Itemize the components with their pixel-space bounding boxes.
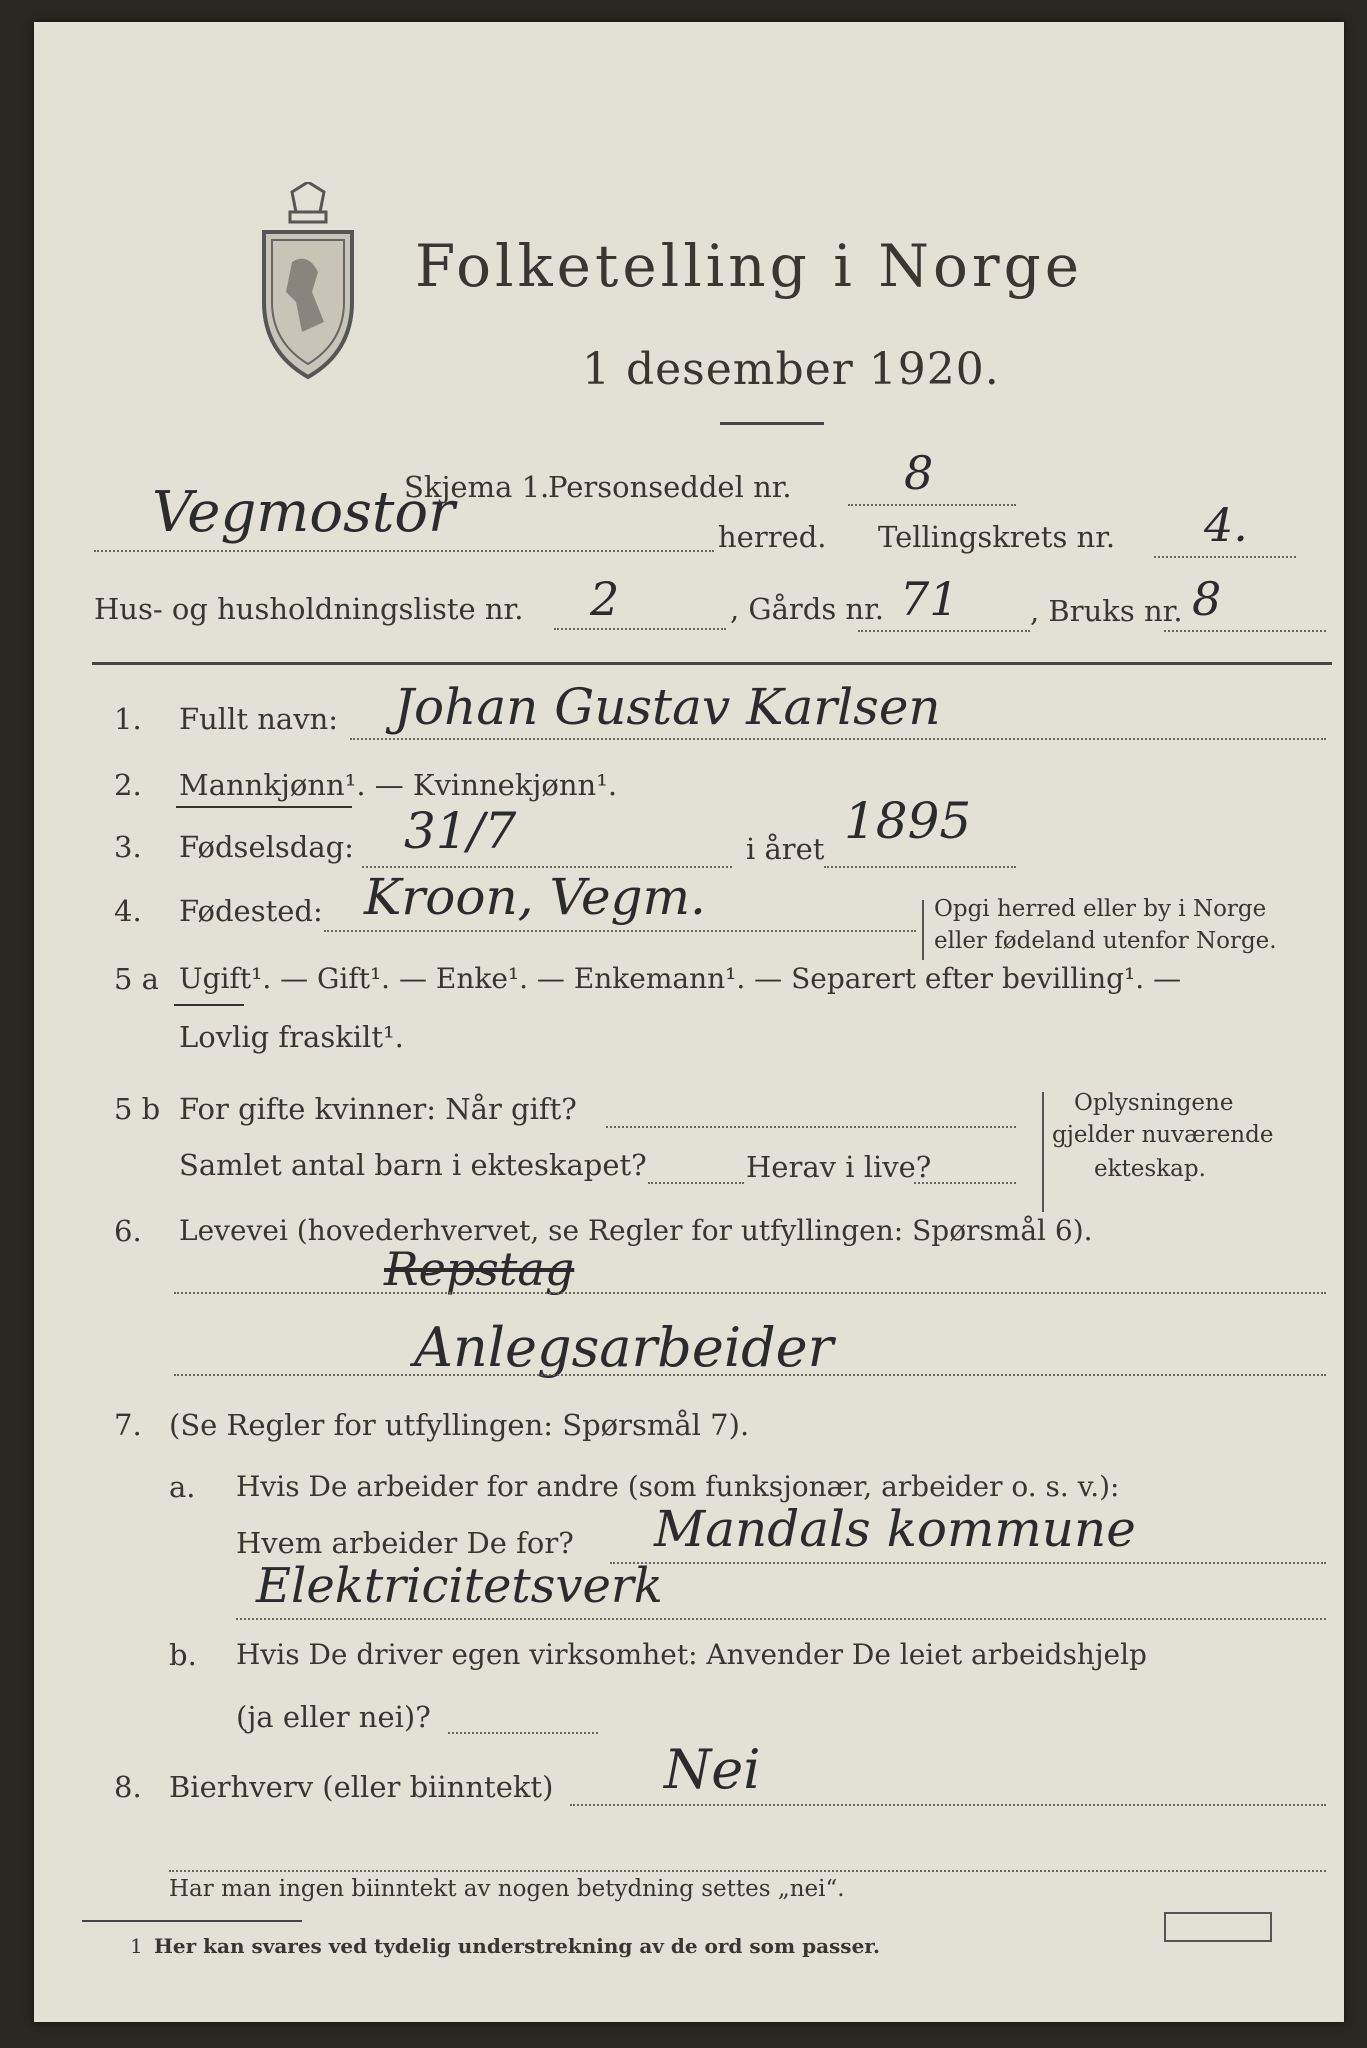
q7a-number: a. — [169, 1470, 196, 1504]
q4-note-2: eller fødeland utenfor Norge. — [934, 928, 1277, 954]
q5b-note-2: gjelder nuværende — [1052, 1122, 1274, 1148]
q7a-label-2: Hvem arbeider De for? — [236, 1526, 574, 1560]
q1-label: Fullt navn: — [179, 702, 339, 736]
q7a-label: Hvis De arbeider for andre (som funksjonær, arbeider o. s. v.): — [236, 1470, 1120, 1503]
q4-value: Kroon, Vegm. — [364, 868, 706, 926]
form-date: 1 desember 1920. — [582, 344, 1000, 395]
q3-number: 3. — [114, 830, 142, 864]
bruks-label: , Bruks nr. — [1030, 594, 1183, 628]
skjema-label: Skjema 1. — [404, 470, 550, 504]
q6-number: 6. — [114, 1214, 142, 1248]
q5b-label-2: Samlet antal barn i ekteskapet? — [179, 1148, 647, 1182]
divider — [720, 422, 824, 425]
tellingskrets-label: Tellingskrets nr. — [878, 520, 1116, 554]
q5b-number: 5 b — [114, 1092, 161, 1126]
q2-number: 2. — [114, 768, 142, 802]
bruks-value: 8 — [1192, 572, 1222, 626]
tellingskrets-value: 4. — [1204, 498, 1248, 552]
gards-value: 71 — [900, 572, 959, 626]
q5a-number: 5 a — [114, 962, 159, 996]
personseddel-label: Personseddel nr. — [548, 470, 792, 504]
q8-value: Nei — [664, 1738, 761, 1801]
q5a-label: Ugift¹. — Gift¹. — Enke¹. — Enkemann¹. — Separert efter bevilling¹. — — [179, 962, 1182, 995]
norwegian-coat-of-arms-icon — [252, 182, 364, 382]
footnote-text: Her kan svares ved tydelig understrekning av de ord som passer. — [154, 1934, 880, 1958]
q5b-note-1: Oplysningene — [1074, 1090, 1234, 1116]
footnote-divider — [82, 1920, 302, 1922]
footer-note: Har man ingen biinntekt av nogen betydning settes „nei“. — [169, 1876, 845, 1902]
q7-label: (Se Regler for utfyllingen: Spørsmål 7). — [169, 1408, 750, 1442]
gards-label: , Gårds nr. — [730, 592, 884, 626]
q4-number: 4. — [114, 894, 142, 928]
q3-year-value: 1895 — [844, 792, 972, 850]
herred-value: Vegmostor — [152, 480, 455, 545]
q8-label: Bierhverv (eller biinntekt) — [169, 1770, 554, 1804]
personseddel-value: 8 — [904, 446, 934, 500]
q7b-label: Hvis De driver egen virksomhet: Anvender De leiet arbeidshjelp — [236, 1638, 1147, 1671]
q3-year-label: i året — [746, 832, 825, 866]
ugift-underline — [174, 1004, 244, 1006]
q6-value: Anlegsarbeider — [414, 1316, 834, 1379]
q5b-label: For gifte kvinner: Når gift? — [179, 1092, 577, 1126]
q1-value: Johan Gustav Karlsen — [394, 678, 941, 736]
q7a-value: Mandals kommune — [654, 1500, 1136, 1558]
hus-label: Hus- og husholdningsliste nr. — [94, 592, 524, 626]
q5b-note-3: ekteskap. — [1094, 1156, 1206, 1182]
q7a-value-2: Elektricitetsverk — [256, 1558, 663, 1614]
q3-label: Fødselsdag: — [179, 830, 354, 864]
q4-label: Fødested: — [179, 894, 323, 928]
q7-number: 7. — [114, 1408, 142, 1442]
q8-number: 8. — [114, 1770, 142, 1804]
q1-number: 1. — [114, 702, 142, 736]
q6-label: Levevei (hovederhvervet, se Regler for utfyllingen: Spørsmål 6). — [179, 1214, 1093, 1247]
q5a-label-2: Lovlig fraskilt¹. — [179, 1020, 404, 1054]
printer-stamp — [1164, 1912, 1272, 1942]
footnote-mark: 1 — [130, 1934, 143, 1958]
herred-label: herred. — [718, 520, 827, 554]
hus-value: 2 — [590, 572, 620, 626]
census-form — [34, 22, 1344, 2022]
q5b-label-3: Herav i live? — [746, 1150, 932, 1184]
q6-value-struck: Repstag — [384, 1242, 575, 1296]
q3-value: 31/7 — [404, 802, 517, 860]
mannkjonn-underline — [176, 806, 352, 808]
q2-label: Mannkjønn¹. — Kvinnekjønn¹. — [179, 768, 618, 802]
q7b-number: b. — [169, 1638, 197, 1672]
q7b-label-2: (ja eller nei)? — [236, 1700, 431, 1734]
section-divider — [92, 662, 1332, 665]
form-title: Folketelling i Norge — [415, 232, 1084, 300]
q4-note-1: Opgi herred eller by i Norge — [934, 896, 1267, 922]
